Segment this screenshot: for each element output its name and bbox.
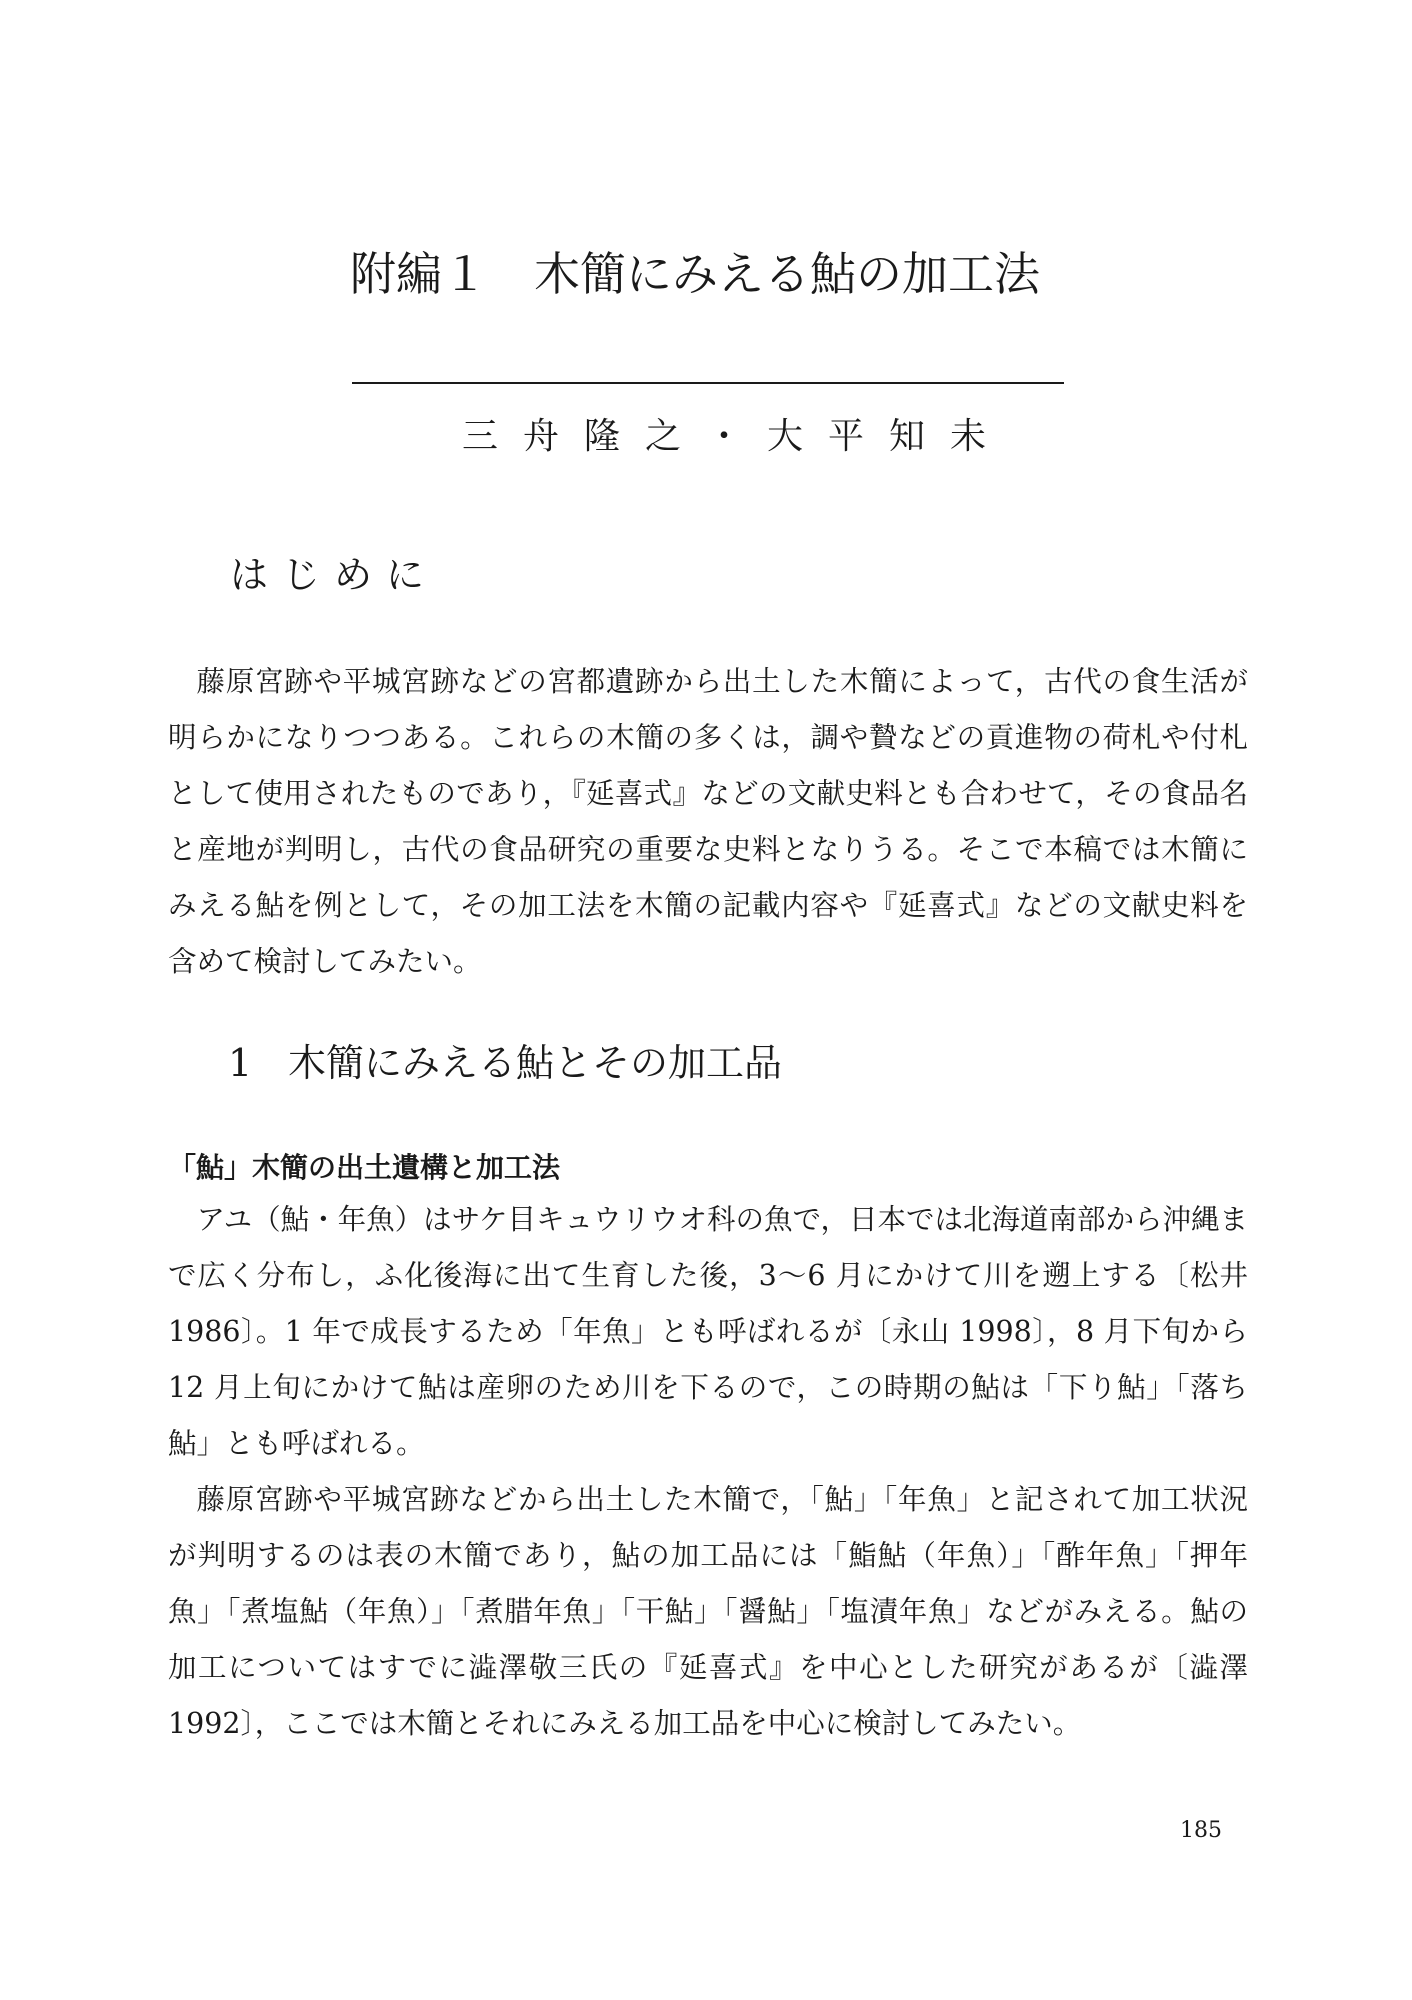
- title-divider: [352, 382, 1064, 384]
- authors: 三舟隆之・大平知未: [462, 416, 1012, 457]
- intro-body: [168, 654, 1248, 990]
- section-title: 木簡にみえる鮎とその加工品: [288, 1041, 783, 1085]
- section-heading-1: [228, 1036, 782, 1090]
- paragraph: 藤原宮跡や平城宮跡などの宮都遺跡から出土した木簡によって，古代の食生活が明らかになりつつある。これらの木簡の多くは，調や贄などの貢進物の荷札や付札として使用されたものであり，『延喜式』などの文献史料とも合わせて，その食品名と産地が判明し，古代の食品研究の重要な史料となりうる。そこで本稿では木簡にみえる鮎を例として，その加工法を木簡の記載内容や『延喜式』などの文献史料を含めて検討してみたい。: [168, 665, 1248, 978]
- paragraph: アユ（鮎・年魚）はサケ目キュウリウオ科の魚で，日本では北海道南部から沖縄まで広く分布し，ふ化後海に出て生育した後，3〜6 月にかけて川を遡上する〔松井 1986〕。1 年で成長するため「年魚」とも呼ばれるが〔永山 1998〕，8 月下旬から 12 月上旬にかけて鮎は産卵のため川を下るので，この時期の鮎は「下り鮎」「落ち鮎」とも呼ばれる。: [168, 1203, 1248, 1460]
- section-1-body: [168, 1192, 1248, 1752]
- section-number: 1: [228, 1041, 253, 1085]
- page-number: 185: [1180, 1818, 1222, 1843]
- chapter-title: 附編１ 木簡にみえる鮎の加工法: [350, 247, 1040, 301]
- paragraph: 藤原宮跡や平城宮跡などから出土した木簡で，「鮎」「年魚」と記されて加工状況が判明するのは表の木簡であり，鮎の加工品には「鮨鮎（年魚）」「酢年魚」「押年魚」「煮塩鮎（年魚）」「煮腊年魚」「干鮎」「醤鮎」「塩漬年魚」などがみえる。鮎の加工についてはすでに澁澤敬三氏の『延喜式』を中心とした研究があるが〔澁澤 1992〕，ここでは木簡とそれにみえる加工品を中心に検討してみたい。: [168, 1483, 1248, 1740]
- subsection-heading: 「鮎」木簡の出土遺構と加工法: [168, 1151, 561, 1184]
- section-heading-intro: はじめに: [230, 553, 439, 597]
